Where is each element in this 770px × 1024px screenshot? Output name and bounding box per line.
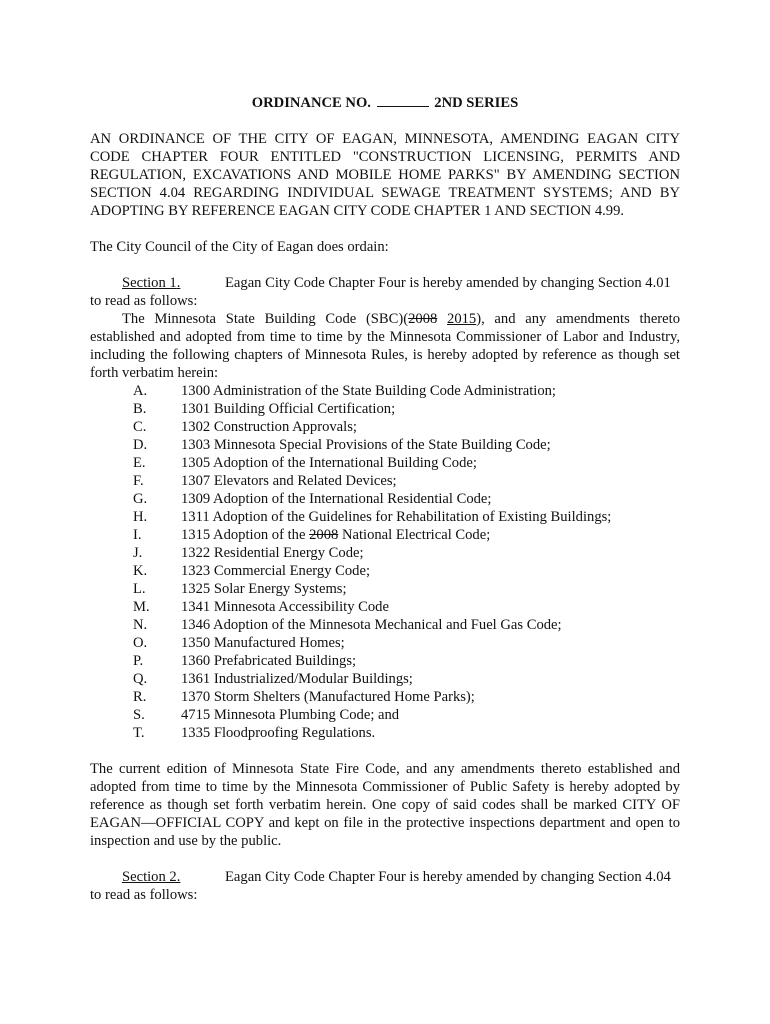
list-item: F. 1307 Elevators and Related Devices;: [133, 473, 397, 489]
list-item: K. 1323 Commercial Energy Code;: [133, 563, 371, 579]
list-item: G. 1309 Adoption of the International Residential Code;: [133, 491, 492, 507]
ordinance-title: [90, 92, 680, 112]
title-suffix: 2ND SERIES: [434, 95, 519, 111]
list-item: N. 1346 Adoption of the Minnesota Mechanical and Fuel Gas Code;: [133, 617, 562, 633]
list-item: D. 1303 Minnesota Special Provisions of the State Building Code;: [133, 437, 551, 453]
list-item: I. 1315 Adoption of the 2008 National Electrical Code;: [133, 527, 491, 543]
list-item: Q. 1361 Industrialized/Modular Buildings;: [133, 671, 413, 687]
list-item: M. 1341 Minnesota Accessibility Code: [133, 599, 389, 615]
list-item: J. 1322 Residential Energy Code;: [133, 545, 364, 561]
list-item: E. 1305 Adoption of the International Building Code;: [133, 455, 477, 471]
list-item: R. 1370 Storm Shelters (Manufactured Home Parks);: [133, 689, 475, 705]
title-prefix: ORDINANCE NO.: [251, 95, 371, 111]
ordain-statement: The City Council of the City of Eagan does ordain:: [90, 239, 389, 255]
section-2-continuation: to read as follows:: [90, 887, 198, 903]
list-item: C. 1302 Construction Approvals;: [133, 419, 357, 435]
building-code-paragraph: The Minnesota State Building Code (SBC)(2008 2015), and any amendments thereto established and adopted from time to time by the Minnesota Commissioner of Labor and Industry, including the following chapters of Minnesota Rules, is hereby adopted by reference as though set forth verbatim herein:: [90, 311, 680, 381]
code-chapter-list: [90, 382, 680, 742]
ordinance-number-blank: [377, 92, 429, 107]
list-item: H. 1311 Adoption of the Guidelines for Rehabilitation of Existing Buildings;: [133, 509, 612, 525]
list-item: B. 1301 Building Official Certification;: [133, 401, 396, 417]
list-item: L. 1325 Solar Energy Systems;: [133, 581, 347, 597]
list-item: O. 1350 Manufactured Homes;: [133, 635, 345, 651]
section-1-continuation: to read as follows:: [90, 293, 198, 309]
section-1-line: [90, 274, 680, 292]
section-2-line: [90, 868, 680, 886]
new-year: 2015: [447, 311, 477, 327]
section-1-label: Section 1.: [122, 275, 181, 291]
section-1-text: Eagan City Code Chapter Four is hereby amended by changing Section 4.01: [225, 275, 671, 291]
struck-year: 2008: [408, 311, 438, 327]
list-item: T. 1335 Floodproofing Regulations.: [133, 725, 376, 741]
list-item: S. 4715 Minnesota Plumbing Code; and: [133, 707, 400, 723]
list-item: A. 1300 Administration of the State Building Code Administration;: [133, 383, 556, 399]
list-item: P. 1360 Prefabricated Buildings;: [133, 653, 357, 669]
ordinance-heading: AN ORDINANCE OF THE CITY OF EAGAN, MINNESOTA, AMENDING EAGAN CITY CODE CHAPTER FOUR ENTITLED "CONSTRUCTION LICENSING, PERMITS AND REGULATION, EXCAVATIONS AND MOBILE HOME PARKS" BY AMENDING SECTION SECTION 4.04 REGARDING INDIVIDUAL SEWAGE TREATMENT SYSTEMS; AND BY ADOPTING BY REFERENCE EAGAN CITY CODE CHAPTER 1 AND SECTION 4.99.: [90, 131, 680, 219]
section-2-text: Eagan City Code Chapter Four is hereby amended by changing Section 4.04: [225, 869, 671, 885]
document-body: [90, 92, 680, 904]
section-2-label: Section 2.: [122, 869, 181, 885]
fire-code-paragraph: The current edition of Minnesota State Fire Code, and any amendments thereto established and adopted from time to time by the Minnesota Commissioner of Public Safety is hereby adopted by reference as though set forth verbatim herein. One copy of said codes shall be marked CITY OF EAGAN—OFFICIAL COPY and kept on file in the protective inspections department and open to inspection and use by the public.: [90, 761, 680, 849]
